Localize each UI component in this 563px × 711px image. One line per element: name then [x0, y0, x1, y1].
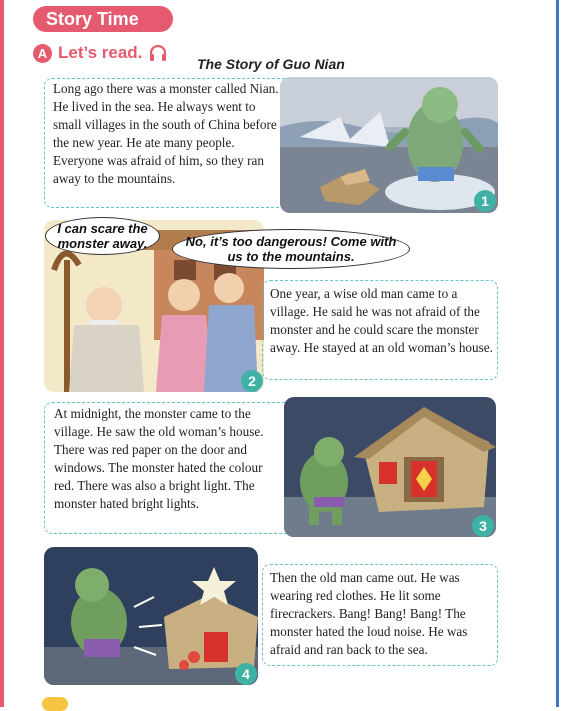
section-letter: A [33, 44, 52, 63]
illustration-4-firecrackers [44, 547, 258, 685]
paragraph-1: Long ago there was a monster called Nian. He lived in the sea. He always went to small villages in the south of China before the new year. He ate many people. Everyone was afraid of him, so they ran away to the mountains. [53, 81, 279, 186]
page-number-marker [42, 697, 68, 711]
story-title: The Story of Guo Nian [197, 56, 345, 72]
headphone-icon[interactable] [148, 43, 168, 63]
left-page-border [0, 0, 4, 707]
illustration-3-monster-at-house [284, 397, 496, 537]
illustration-1-monster-storm [280, 77, 498, 213]
story-time-badge: Story Time [33, 6, 173, 32]
picture-number-4: 4 [235, 663, 257, 685]
picture-number-1: 1 [474, 190, 496, 212]
picture-number-3: 3 [472, 515, 494, 537]
section-label: Let’s read. [58, 43, 143, 62]
speech-bubble-old-man: I can scare the monster away. [45, 217, 160, 255]
paragraph-4: Then the old man came out. He was wearing red clothes. He lit some firecrackers. Bang! Bang! Bang! The monster hated the loud noise. He was afraid and ran back to the sea. [270, 570, 468, 657]
picture-number-2: 2 [241, 370, 263, 392]
paragraph-2: One year, a wise old man came to a village. He said he was not afraid of the monster and he could scare the monster away. He stayed at an old woman’s house. [270, 286, 493, 355]
right-page-border [556, 0, 559, 707]
section-heading [33, 42, 168, 64]
speech-bubble-villagers: No, it’s too dangerous! Come with us to the mountains. [172, 229, 410, 269]
paragraph-3: At midnight, the monster came to the village. He saw the old woman’s house. There was red paper on the door and windows. The monster hated the colour red. There was also a bright light. The monster hated bright lights. [54, 406, 264, 511]
